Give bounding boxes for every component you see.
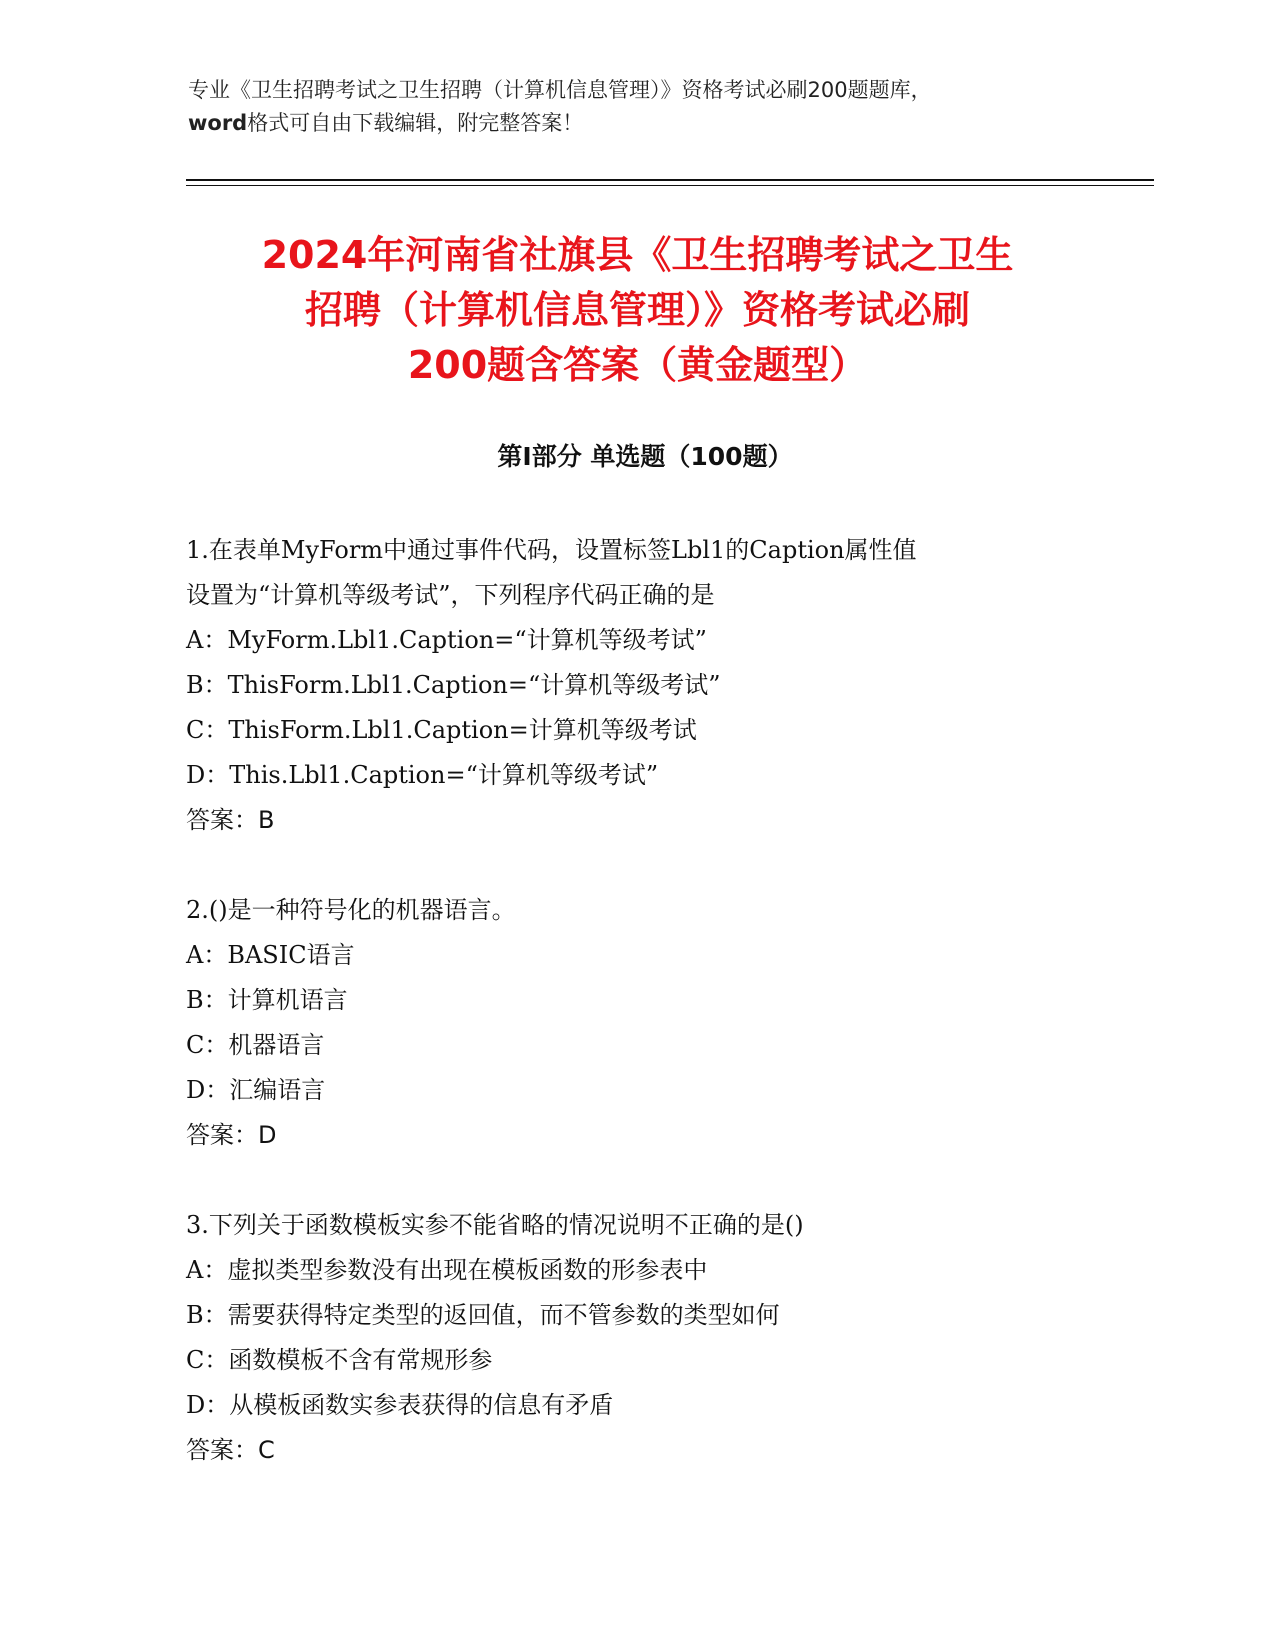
document-header bbox=[188, 74, 1108, 140]
question-text-continued: 设置为“计算机等级考试”，下列程序代码正确的是 bbox=[186, 581, 715, 609]
option-b: B：计算机语言 bbox=[186, 986, 348, 1014]
header-line-2-text: 格式可自由下载编辑，附完整答案！ bbox=[247, 111, 584, 135]
answer: 答案：C bbox=[186, 1436, 275, 1464]
section-title: 第Ⅰ部分 单选题（100题） bbox=[497, 442, 793, 471]
answer: 答案：B bbox=[186, 806, 275, 834]
option-c: C：机器语言 bbox=[186, 1031, 325, 1059]
answer: 答案：D bbox=[186, 1121, 277, 1149]
option-c: C：ThisForm.Lbl1.Caption=计算机等级考试 bbox=[186, 716, 697, 744]
header-line-1: 专业《卫生招聘考试之卫生招聘（计算机信息管理）》资格考试必刷200题题库， bbox=[188, 78, 932, 102]
option-d: D：This.Lbl1.Caption=“计算机等级考试” bbox=[186, 761, 659, 789]
question-2 bbox=[186, 888, 1086, 1158]
question-text: 1.在表单MyForm中通过事件代码，设置标签Lbl1的Caption属性值 bbox=[186, 536, 917, 564]
question-text: 2.()是一种符号化的机器语言。 bbox=[186, 896, 516, 924]
question-text: 3.下列关于函数模板实参不能省略的情况说明不正确的是() bbox=[186, 1211, 804, 1239]
option-c: C：函数模板不含有常规形参 bbox=[186, 1346, 493, 1374]
question-3 bbox=[186, 1203, 1086, 1473]
header-divider-thick bbox=[186, 179, 1154, 181]
header-divider-thin bbox=[186, 185, 1154, 186]
header-line-2 bbox=[188, 107, 1108, 140]
question-list bbox=[186, 528, 1086, 1518]
option-d: D：从模板函数实参表获得的信息有矛盾 bbox=[186, 1391, 614, 1419]
option-b: B：需要获得特定类型的返回值，而不管参数的类型如何 bbox=[186, 1301, 780, 1329]
question-1 bbox=[186, 528, 1086, 843]
title-line-1: 2024年河南省社旗县《卫生招聘考试之卫生 bbox=[261, 233, 1014, 277]
header-word-format: word bbox=[188, 111, 248, 135]
option-a: A：BASIC语言 bbox=[186, 941, 355, 969]
option-a: A：虚拟类型参数没有出现在模板函数的形参表中 bbox=[186, 1256, 708, 1284]
title-line-2: 招聘（计算机信息管理）》资格考试必刷 bbox=[304, 288, 970, 332]
option-d: D：汇编语言 bbox=[186, 1076, 326, 1104]
title-line-3: 200题含答案（黄金题型） bbox=[407, 343, 868, 387]
option-b: B：ThisForm.Lbl1.Caption=“计算机等级考试” bbox=[186, 671, 721, 699]
document-title bbox=[170, 228, 1105, 393]
option-a: A：MyForm.Lbl1.Caption=“计算机等级考试” bbox=[186, 626, 707, 654]
